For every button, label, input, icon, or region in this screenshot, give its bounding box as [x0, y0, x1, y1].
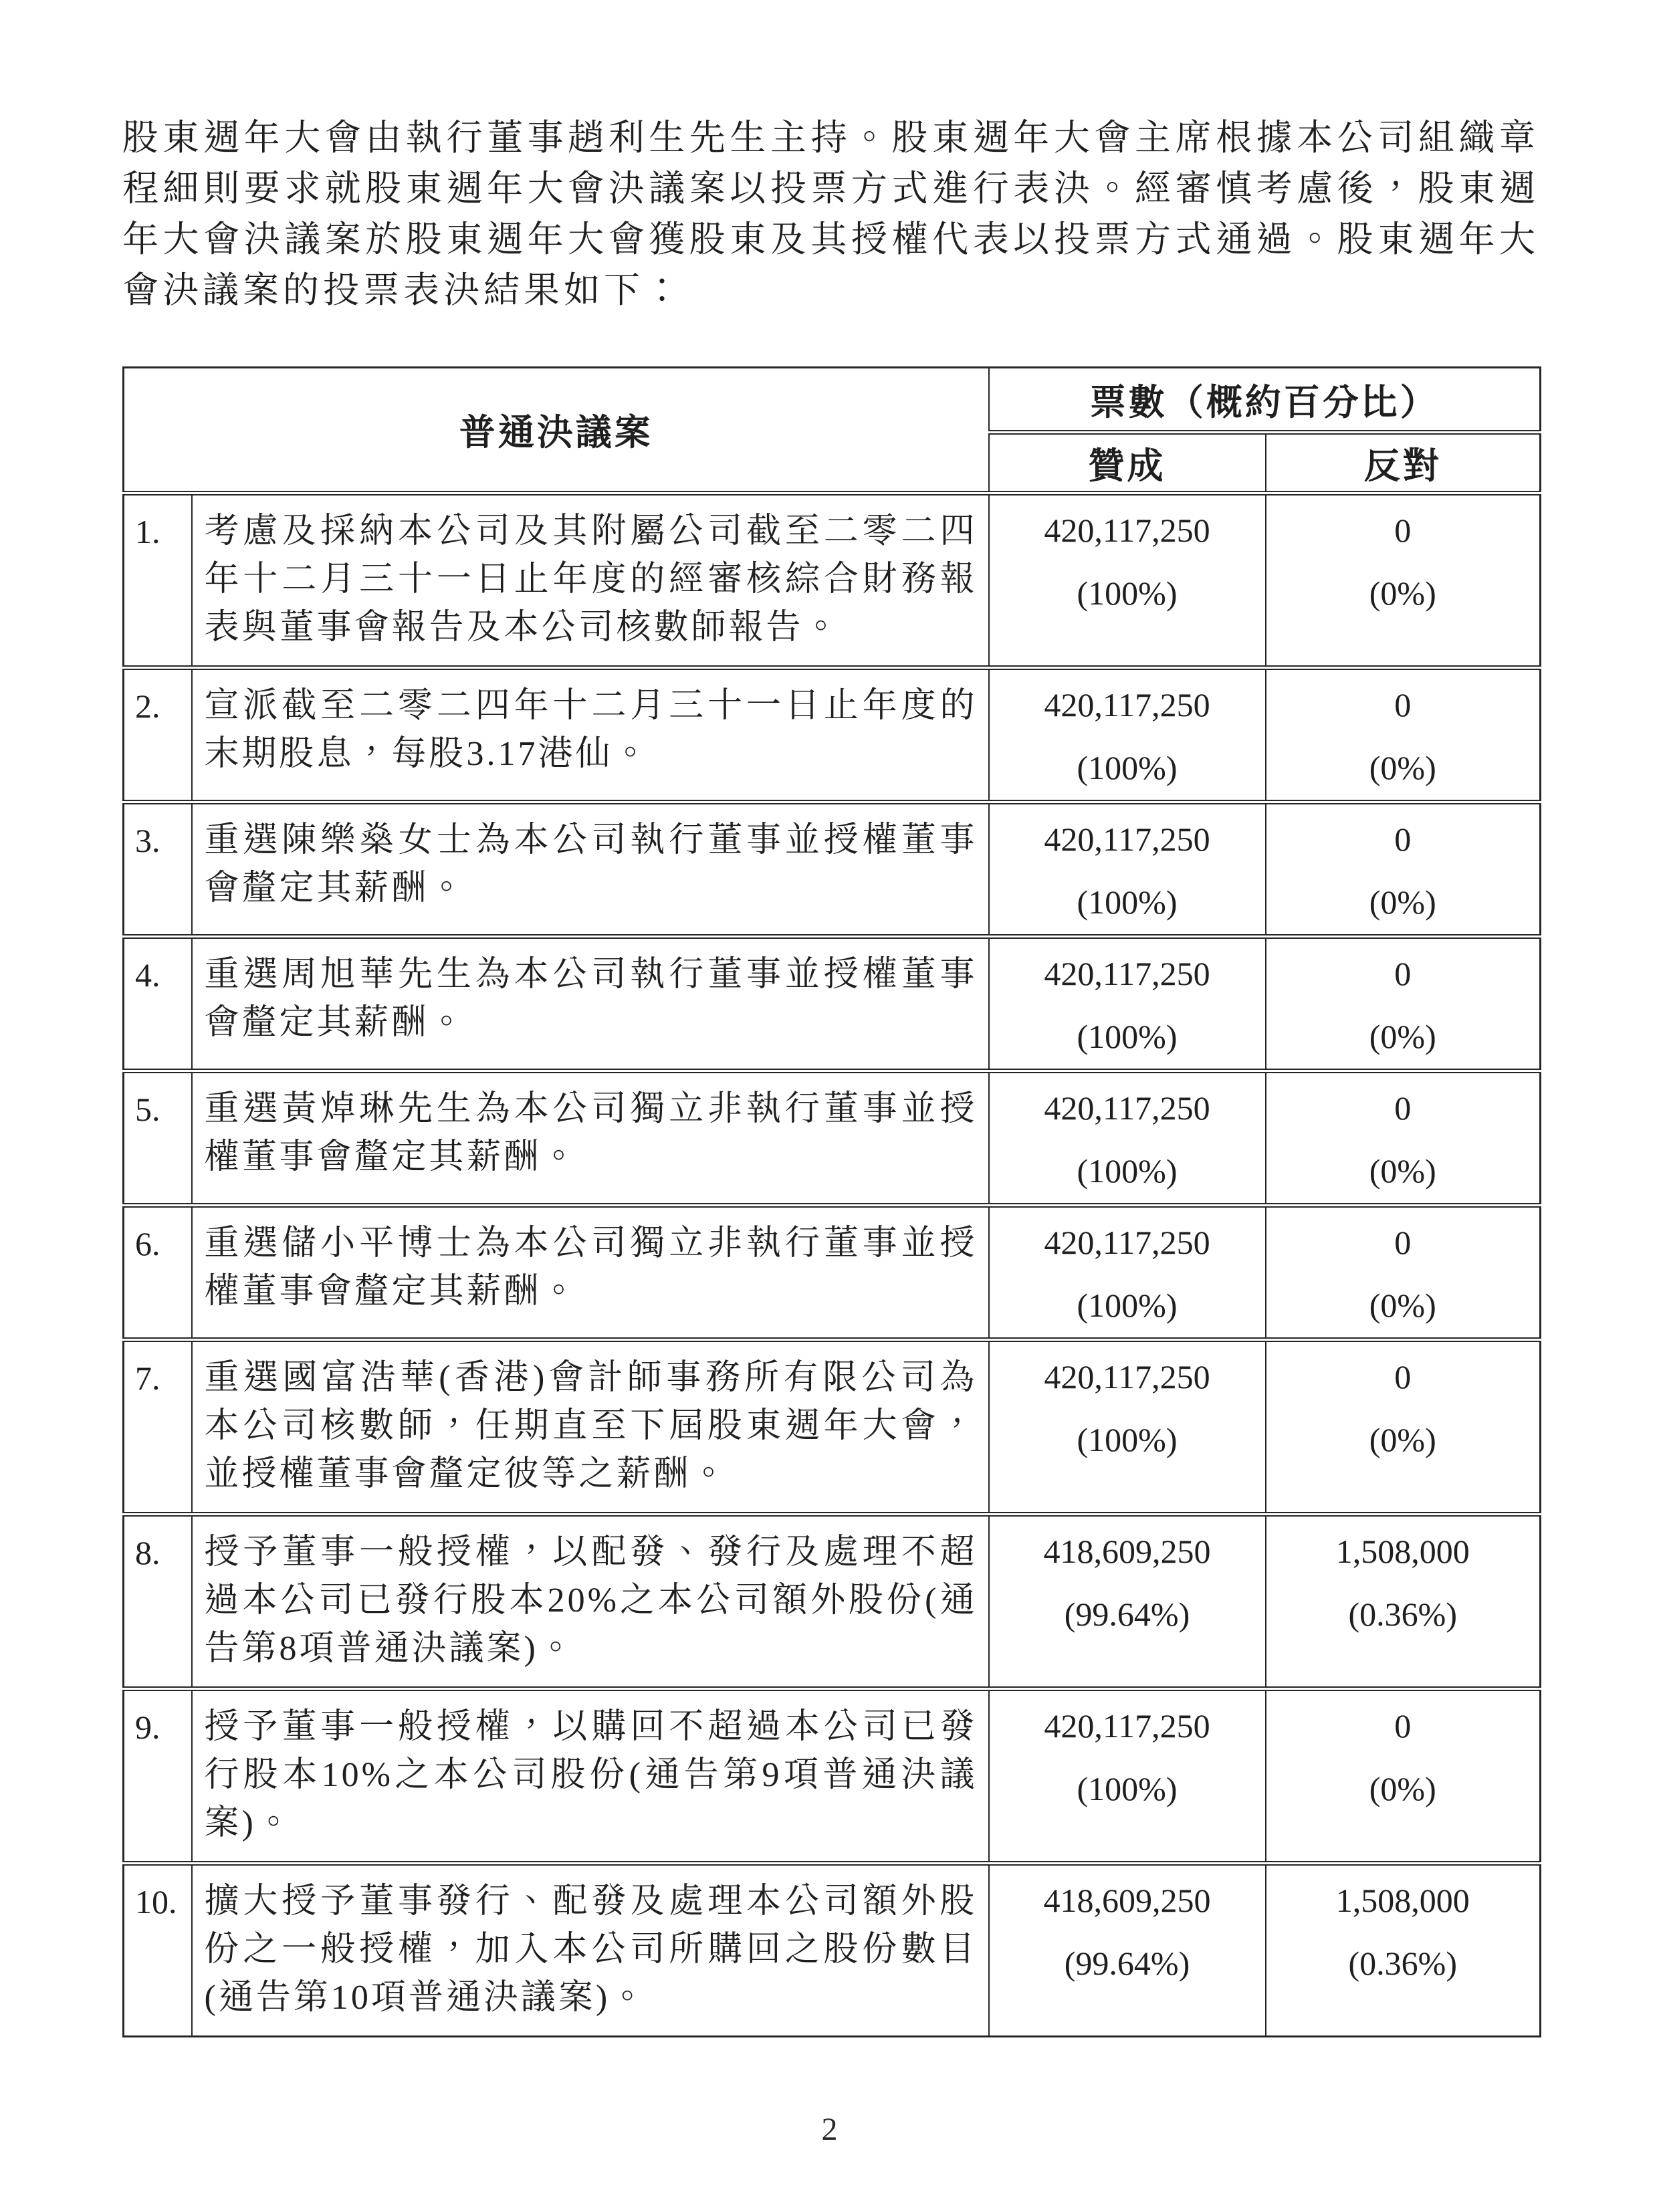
resolution-text: 重選黃焯琳先生為本公司獨立非執行董事並授權董事會釐定其薪酬。 — [192, 1071, 989, 1206]
votes-for-value: 420,117,250 — [1044, 686, 1210, 724]
votes-for-cell — [989, 1071, 1266, 1206]
header-votes-for: 贊成 — [989, 433, 1266, 493]
votes-for-cell — [989, 1340, 1266, 1515]
votes-against-cell — [1266, 1689, 1541, 1864]
votes-against-percentage: (0%) — [1369, 1018, 1436, 1055]
table-row — [124, 1864, 1541, 2037]
votes-for-value: 420,117,250 — [1044, 512, 1210, 549]
resolution-number: 6. — [124, 1206, 192, 1340]
votes-for-cell — [989, 937, 1266, 1071]
votes-against-percentage: (0%) — [1369, 1287, 1436, 1324]
votes-against-percentage: (0%) — [1369, 1770, 1436, 1807]
table-row — [124, 802, 1541, 937]
resolution-number: 3. — [124, 802, 192, 937]
votes-for-percentage: (100%) — [1077, 1287, 1178, 1324]
votes-against-value: 0 — [1394, 955, 1412, 992]
votes-for-value: 420,117,250 — [1044, 820, 1210, 858]
votes-for-value: 418,609,250 — [1043, 1533, 1211, 1570]
votes-against-value: 0 — [1394, 1358, 1412, 1396]
resolution-text: 擴大授予董事發行、配發及處理本公司額外股份之一般授權，加入本公司所購回之股份數目(通告第10項普通決議案)。 — [192, 1864, 989, 2037]
votes-for-percentage: (100%) — [1077, 1018, 1178, 1055]
votes-for-value: 420,117,250 — [1044, 1224, 1210, 1261]
resolution-number: 2. — [124, 668, 192, 802]
resolution-number: 8. — [124, 1515, 192, 1689]
resolution-text: 授予董事一般授權，以配發、發行及處理不超過本公司已發行股本20%之本公司額外股份(通告第8項普通決議案)。 — [192, 1515, 989, 1689]
votes-against-cell — [1266, 493, 1541, 668]
table-row — [124, 668, 1541, 802]
votes-against-percentage: (0%) — [1369, 1421, 1436, 1458]
table-row — [124, 1206, 1541, 1340]
votes-against-cell — [1266, 1206, 1541, 1340]
page-number: 2 — [821, 2112, 838, 2147]
resolution-text: 重選儲小平博士為本公司獨立非執行董事並授權董事會釐定其薪酬。 — [192, 1206, 989, 1340]
votes-against-value: 1,508,000 — [1335, 1882, 1470, 1919]
intro-paragraph: 股東週年大會由執行董事趙利生先生主持。股東週年大會主席根據本公司組織章程細則要求就股東週年大會決議案以投票方式進行表決。經審慎考慮後，股東週年大會決議案於股東週年大會獲股東及其授權代表以投票方式通過。股東週年大會決議案的投票表決結果如下： — [122, 118, 1539, 310]
header-votes-against: 反對 — [1266, 433, 1541, 493]
votes-against-value: 0 — [1394, 1089, 1412, 1127]
votes-against-value: 0 — [1394, 1707, 1412, 1745]
votes-against-cell — [1266, 1071, 1541, 1206]
table-row — [124, 1689, 1541, 1864]
votes-for-value: 420,117,250 — [1044, 1707, 1210, 1745]
table-row — [124, 937, 1541, 1071]
table-row — [124, 493, 1541, 668]
votes-for-percentage: (100%) — [1077, 1152, 1178, 1190]
votes-against-cell — [1266, 1864, 1541, 2037]
votes-for-value: 420,117,250 — [1044, 955, 1210, 992]
resolution-text: 授予董事一般授權，以購回不超過本公司已發行股本10%之本公司股份(通告第9項普通決議案)。 — [192, 1689, 989, 1864]
votes-for-percentage: (100%) — [1077, 574, 1178, 612]
resolution-number: 4. — [124, 937, 192, 1071]
votes-against-cell — [1266, 668, 1541, 802]
votes-for-value: 420,117,250 — [1044, 1089, 1210, 1127]
resolution-text: 重選國富浩華(香港)會計師事務所有限公司為本公司核數師，任期直至下屆股東週年大會，並授權董事會釐定彼等之薪酬。 — [192, 1340, 989, 1515]
votes-against-cell — [1266, 802, 1541, 937]
resolution-number: 10. — [124, 1864, 192, 2037]
votes-for-cell — [989, 1206, 1266, 1340]
votes-against-percentage: (0.36%) — [1348, 1595, 1457, 1633]
resolution-text: 重選陳樂燊女士為本公司執行董事並授權董事會釐定其薪酬。 — [192, 802, 989, 937]
resolution-text: 考慮及採納本公司及其附屬公司截至二零二四年十二月三十一日止年度的經審核綜合財務報表與董事會報告及本公司核數師報告。 — [192, 493, 989, 668]
resolution-number: 5. — [124, 1071, 192, 1206]
votes-for-percentage: (100%) — [1077, 883, 1178, 921]
table-row — [124, 1515, 1541, 1689]
votes-for-percentage: (99.64%) — [1064, 1595, 1190, 1633]
table-row — [124, 1071, 1541, 1206]
votes-against-percentage: (0%) — [1369, 749, 1436, 786]
table-header — [124, 368, 1541, 493]
resolution-text: 宣派截至二零二四年十二月三十一日止年度的末期股息，每股3.17港仙。 — [192, 668, 989, 802]
votes-for-percentage: (100%) — [1077, 749, 1178, 786]
header-votes-approx-percentage: 票數（概約百分比） — [989, 368, 1541, 433]
votes-for-cell — [989, 493, 1266, 668]
votes-for-percentage: (100%) — [1077, 1770, 1178, 1807]
votes-against-percentage: (0%) — [1369, 883, 1436, 921]
votes-against-value: 0 — [1394, 686, 1412, 724]
votes-for-cell — [989, 1864, 1266, 2037]
votes-for-cell — [989, 668, 1266, 802]
table-body — [124, 493, 1541, 2037]
votes-for-percentage: (100%) — [1077, 1421, 1178, 1458]
table-row — [124, 1340, 1541, 1515]
votes-against-cell — [1266, 1515, 1541, 1689]
votes-against-value: 0 — [1394, 820, 1412, 858]
votes-for-percentage: (99.64%) — [1064, 1945, 1190, 1982]
resolution-number: 9. — [124, 1689, 192, 1864]
votes-against-value: 1,508,000 — [1335, 1533, 1470, 1570]
votes-against-percentage: (0.36%) — [1348, 1945, 1457, 1982]
header-ordinary-resolutions: 普通決議案 — [124, 368, 989, 493]
votes-for-cell — [989, 1689, 1266, 1864]
votes-for-value: 418,609,250 — [1043, 1882, 1211, 1919]
votes-against-cell — [1266, 1340, 1541, 1515]
votes-against-value: 0 — [1394, 1224, 1412, 1261]
votes-for-cell — [989, 802, 1266, 937]
resolutions-vote-table — [122, 366, 1541, 2037]
votes-against-cell — [1266, 937, 1541, 1071]
votes-against-value: 0 — [1394, 512, 1412, 549]
votes-for-cell — [989, 1515, 1266, 1689]
resolution-number: 1. — [124, 493, 192, 668]
votes-against-percentage: (0%) — [1369, 1152, 1436, 1190]
votes-for-value: 420,117,250 — [1044, 1358, 1210, 1396]
resolution-number: 7. — [124, 1340, 192, 1515]
votes-against-percentage: (0%) — [1369, 574, 1436, 612]
resolution-text: 重選周旭華先生為本公司執行董事並授權董事會釐定其薪酬。 — [192, 937, 989, 1071]
